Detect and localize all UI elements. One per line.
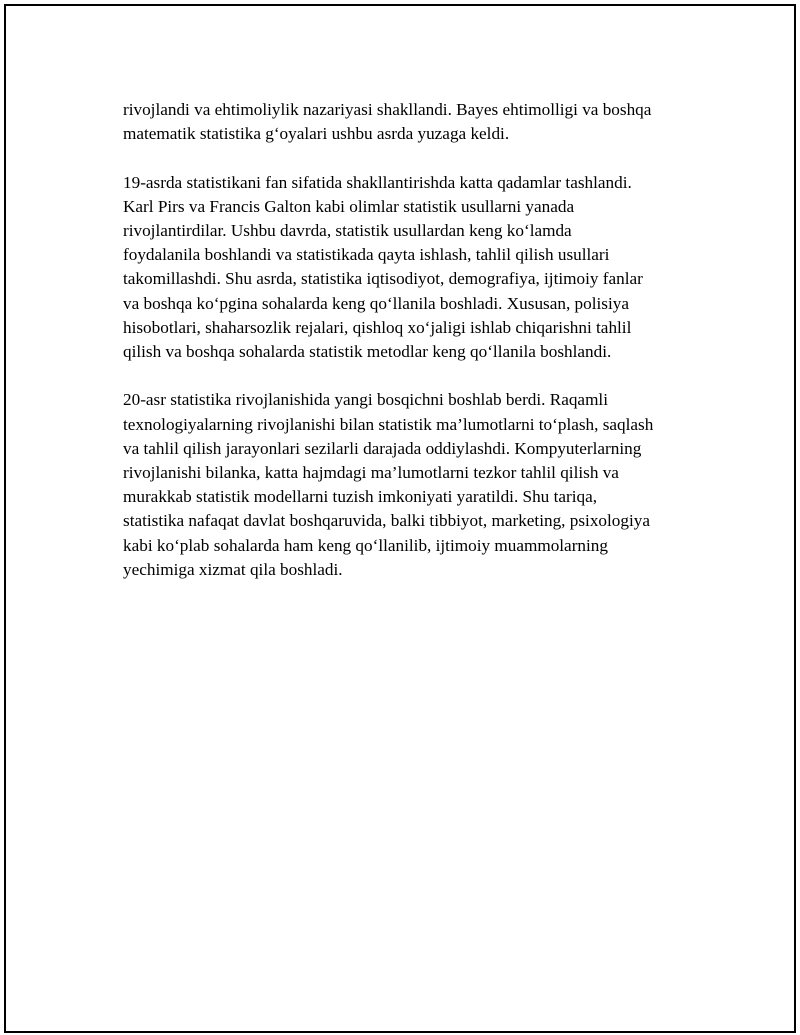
paragraph-probability-theory: rivojlandi va ehtimoliylik nazariyasi shakllandi. Bayes ehtimolligi va boshqa matematik statistika g‘oyalari ushbu asrda yuzaga keldi.	[123, 100, 652, 144]
document-body	[123, 98, 713, 606]
paragraph-19th-century: 19-asrda statistikani fan sifatida shakllantirishda katta qadamlar tashlandi. Karl Pirs va Francis Galton kabi olimlar statistik usullarni yanada rivojlantirdilar. Ushbu davrda, statistik usullardan keng ko‘lamda foydalanila boshlandi va statistikada qayta ishlash, tahlil qilish usullari takomillashdi. Shu asrda, statistika iqtisodiyot, demografiya, ijtimoiy fanlar va boshqa ko‘pgina sohalarda keng qo‘llanila boshladi. Xususan, polisiya hisobotlari, shaharsozlik rejalari, qishloq xo‘jaligi ishlab chiqarishni tahlil qilish va boshqa sohalarda statistik metodlar keng qo‘llanila boshlandi.	[123, 172, 643, 362]
paragraph-20th-century: 20-asr statistika rivojlanishida yangi bosqichni boshlab berdi. Raqamli texnologiyalarning rivojlanishi bilan statistik ma’lumotlarni to‘plash, saqlash va tahlil qilish jarayonlari sezilarli darajada oddiylashdi. Kompyuterlarning rivojlanishi bilanka, katta hajmdagi ma’lumotlarni tezkor tahlil qilish va murakkab statistik modellarni tuzish imkoniyati yaratildi. Shu tariqa, statistika nafaqat davlat boshqaruvida, balki tibbiyot, marketing, psixologiya kabi ko‘plab sohalarda ham keng qo‘llanilib, ijtimoiy muammolarning yechimiga xizmat qila boshladi.	[123, 390, 654, 579]
page-frame	[4, 4, 796, 1033]
